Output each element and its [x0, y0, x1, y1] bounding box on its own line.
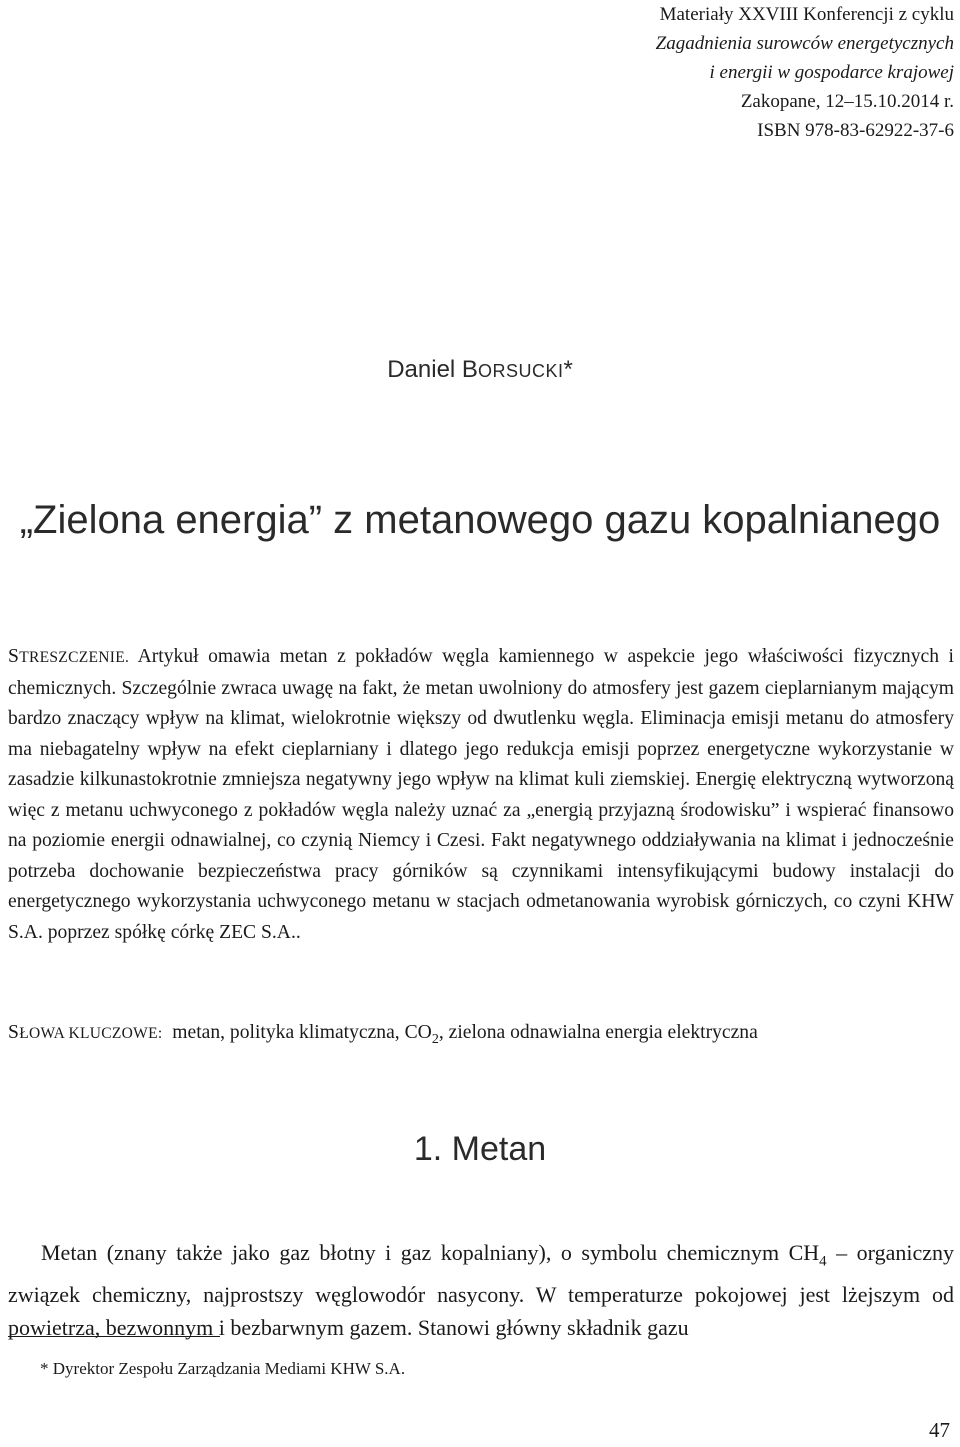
- body-text-part-2: – organiczny związek chemiczny, najprostszy węglowodór nasycony. W temperaturze pokojowej jest lżejszym od powietrza, bezwonnym i bezbarwnym gazem. Stanowi główny składnik gazu: [8, 1240, 955, 1341]
- header-line-3: i energii w gospodarce krajowej: [709, 62, 954, 83]
- page-number: 47: [929, 1418, 950, 1442]
- author-first-name: Daniel: [387, 356, 462, 383]
- section-title: Metan: [451, 1130, 547, 1168]
- header-isbn: ISBN 978-83-62922-37-6: [757, 120, 954, 141]
- abstract-text: Artykuł omawia metan z pokładów węgla kamiennego w aspekcie jego właściwości fizycznych i chemicznych. Szczególnie zwraca uwagę na fakt, że metan uwolniony do atmosfery jest gazem cieplarnianym mającym bardzo znaczący wpływ na klimat, wielokrotnie większy od dwutlenku węgla. Eliminacja emisji metanu do atmosfery ma niebagatelny wpływ na efekt cieplarniany i dlatego jego redukcja emisji poprzez energetyczne wykorzystanie w zasadzie kilkunastokrotnie zmniejsza negatywny jego wpływ na klimat kuli ziemskiej. Energię elektryczną wytworzoną więc z metanu uchwyconego z pokładów węgla należy uznać za „energią przyjazną środowisku” i wspierać finansowo na poziomie energii odnawialnej, co czynią Niemcy i Czesi. Fakt negatywnego oddziaływania na klimat i jednocześnie potrzeba dochowanie bezpieczeństwa pracy górników są czynnikami intensyfikującymi budowy instalacji do energetycznego wykorzystania uchwyconego metanu w stacjach odmetanowania wyrobisk górniczych, co czyni KHW S.A. poprzez spółkę córkę ZEC S.A..: [8, 646, 954, 943]
- keywords-text: metan, polityka klimatyczna, CO: [162, 1022, 432, 1043]
- body-subscript: 4: [819, 1253, 827, 1270]
- author-name: [0, 356, 960, 384]
- paper-title: „Zielona energia” z metanowego gazu kopalnianego: [19, 498, 941, 542]
- header-line-1: Materiały XXVIII Konferencji z cyklu: [659, 4, 954, 25]
- author-surname-initial: B: [461, 356, 478, 383]
- body-text: [8, 1236, 954, 1344]
- header-line-4: Zakopane, 12–15.10.2014 r.: [740, 91, 954, 112]
- author-surname-rest: ORSUCKI: [477, 361, 564, 381]
- conference-header: [354, 0, 954, 145]
- footnote: * Dyrektor Zespołu Zarządzania Mediami KHW S.A.: [40, 1359, 406, 1378]
- body-paragraph: [8, 1236, 954, 1344]
- keywords-label: [8, 1022, 162, 1043]
- keywords: [8, 1018, 954, 1055]
- abstract-label-initial: S: [8, 646, 20, 667]
- author-footnote-mark: *: [563, 356, 573, 383]
- body-text-part-1: Metan (znany także jako gaz błotny i gaz kopalniany), o symbolu chemicznym CH: [41, 1240, 820, 1265]
- section-number: 1.: [413, 1130, 443, 1168]
- section-heading: [0, 1130, 960, 1169]
- keywords-label-initial: S: [8, 1022, 20, 1043]
- keywords-text-after: , zielona odnawialna energia elektryczna: [438, 1022, 758, 1043]
- abstract-label-rest: TRESZCZENIE.: [19, 649, 130, 666]
- header-line-2: Zagadnienia surowców energetycznych: [655, 33, 954, 54]
- keywords-label-rest-2: KLUCZOWE:: [68, 1025, 163, 1042]
- abstract-label: [8, 646, 129, 667]
- abstract: [8, 642, 954, 948]
- keywords-subscript: 2: [431, 1031, 439, 1047]
- keywords-label-rest-1: ŁOWA: [19, 1025, 69, 1042]
- footnote-rule: [8, 1336, 220, 1337]
